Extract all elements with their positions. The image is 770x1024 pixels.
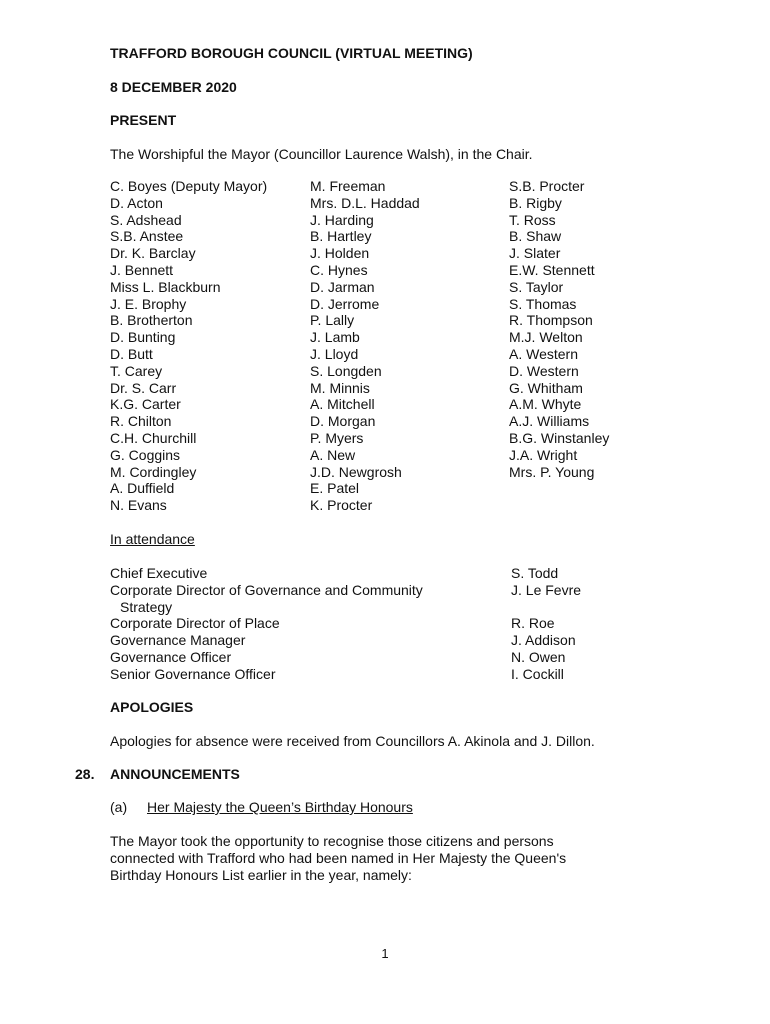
member-name: D. Jerrome [310,295,380,312]
member-name: E.W. Stennett [509,261,595,278]
member-name: J. Harding [310,211,374,228]
honours-heading: Her Majesty the Queen’s Birthday Honours [147,799,413,815]
member-name: D. Acton [110,194,163,211]
member-name: J. E. Brophy [110,295,187,312]
member-name: A. New [310,446,356,463]
member-name: G. Whitham [509,379,583,396]
member-name: C. Hynes [310,261,368,278]
member-name: G. Coggins [110,446,181,463]
attendance-name: J. Addison [511,632,576,649]
member-name: A. Mitchell [310,396,375,413]
attendance-row [110,615,650,632]
members-column-3 [509,178,609,480]
attendance-role: Governance Officer [110,648,232,665]
member-name: B. Rigby [509,194,562,211]
member-name: J.A. Wright [509,446,578,463]
member-name: M.J. Welton [509,329,583,346]
member-name: A.J. Williams [509,413,590,430]
member-name: P. Myers [310,429,364,446]
member-name: S. Thomas [509,295,577,312]
attendance-role-continuation: Strategy [120,598,173,615]
attendance-name: J. Le Fevre [511,581,582,598]
member-name: B. Hartley [310,228,372,245]
member-name: R. Chilton [110,413,172,430]
member-name: A. Western [509,345,578,362]
member-name: E. Patel [310,480,360,497]
chair-line: The Worshipful the Mayor (Councillor Laurence Walsh), in the Chair. [110,146,533,162]
attendance-role-multiline [110,582,423,616]
present-heading: PRESENT [110,112,177,128]
member-name: D. Western [509,362,579,379]
item-number: 28. [75,766,95,782]
attendance-role: Senior Governance Officer [110,665,276,682]
member-name: A.M. Whyte [509,396,582,413]
member-name: D. Morgan [310,413,376,430]
member-name: D. Jarman [310,278,375,295]
member-name: Mrs. D.L. Haddad [310,194,420,211]
attendance-table [110,565,650,683]
member-name: B. Shaw [509,228,562,245]
member-name: K.G. Carter [110,396,181,413]
members-column-2 [310,178,420,514]
attendance-row [110,565,650,582]
member-name: S. Adshead [110,211,182,228]
member-name: C.H. Churchill [110,429,197,446]
attendance-row [110,649,650,666]
member-name: B. Brotherton [110,312,193,329]
attendance-name: N. Owen [511,648,566,665]
attendance-heading: In attendance [110,531,195,547]
member-name: N. Evans [110,497,167,514]
apologies-text: Apologies for absence were received from Councillors A. Akinola and J. Dillon. [110,733,595,749]
member-name: Mrs. P. Young [509,463,595,480]
member-name: J. Bennett [110,261,174,278]
member-name: Miss L. Blackburn [110,278,221,295]
member-name: J. Lamb [310,329,360,346]
members-column-1 [110,178,267,514]
member-name: C. Boyes (Deputy Mayor) [110,178,268,194]
member-name: K. Procter [310,497,373,514]
attendance-name: S. Todd [511,565,559,581]
attendance-row [110,582,650,616]
member-name: J.D. Newgrosh [310,463,402,480]
member-name: M. Freeman [310,178,386,194]
member-name: M. Minnis [310,379,370,396]
council-title: TRAFFORD BOROUGH COUNCIL (VIRTUAL MEETING) [110,45,473,61]
attendance-role: Governance Manager [110,632,246,649]
attendance-role: Corporate Director of Governance and Community [110,581,423,598]
member-name: S. Taylor [509,278,564,295]
member-name: S. Longden [310,362,382,379]
attendance-name: I. Cockill [511,665,564,682]
member-name: J. Holden [310,245,370,262]
member-name: D. Bunting [110,329,176,346]
member-name: S.B. Procter [509,178,585,194]
member-name: J. Slater [509,245,561,262]
attendance-role: Chief Executive [110,565,208,581]
member-name: T. Carey [110,362,163,379]
honours-text-line: The Mayor took the opportunity to recognise those citizens and persons [110,833,554,849]
attendance-role: Corporate Director of Place [110,615,280,632]
honours-text-line: connected with Trafford who had been named in Her Majesty the Queen's [110,850,567,866]
meeting-date: 8 DECEMBER 2020 [110,79,237,95]
member-name: Dr. K. Barclay [110,245,196,262]
member-name: M. Cordingley [110,463,197,480]
apologies-heading: APOLOGIES [110,699,194,715]
member-name: T. Ross [509,211,556,228]
member-name: D. Butt [110,345,153,362]
member-name: P. Lally [310,312,355,329]
member-name: A. Duffield [110,480,175,497]
attendance-name: R. Roe [511,615,555,632]
member-name: J. Lloyd [310,345,359,362]
attendance-row [110,666,650,683]
member-name: R. Thompson [509,312,593,329]
member-name: B.G. Winstanley [509,429,610,446]
attendance-row [110,632,650,649]
sub-item-label: (a) [110,799,128,815]
member-name: S.B. Anstee [110,228,184,245]
member-name: Dr. S. Carr [110,379,177,396]
honours-text-line: Birthday Honours List earlier in the year, namely: [110,867,412,883]
page-number: 1 [381,946,389,961]
announcements-heading: ANNOUNCEMENTS [110,766,240,782]
